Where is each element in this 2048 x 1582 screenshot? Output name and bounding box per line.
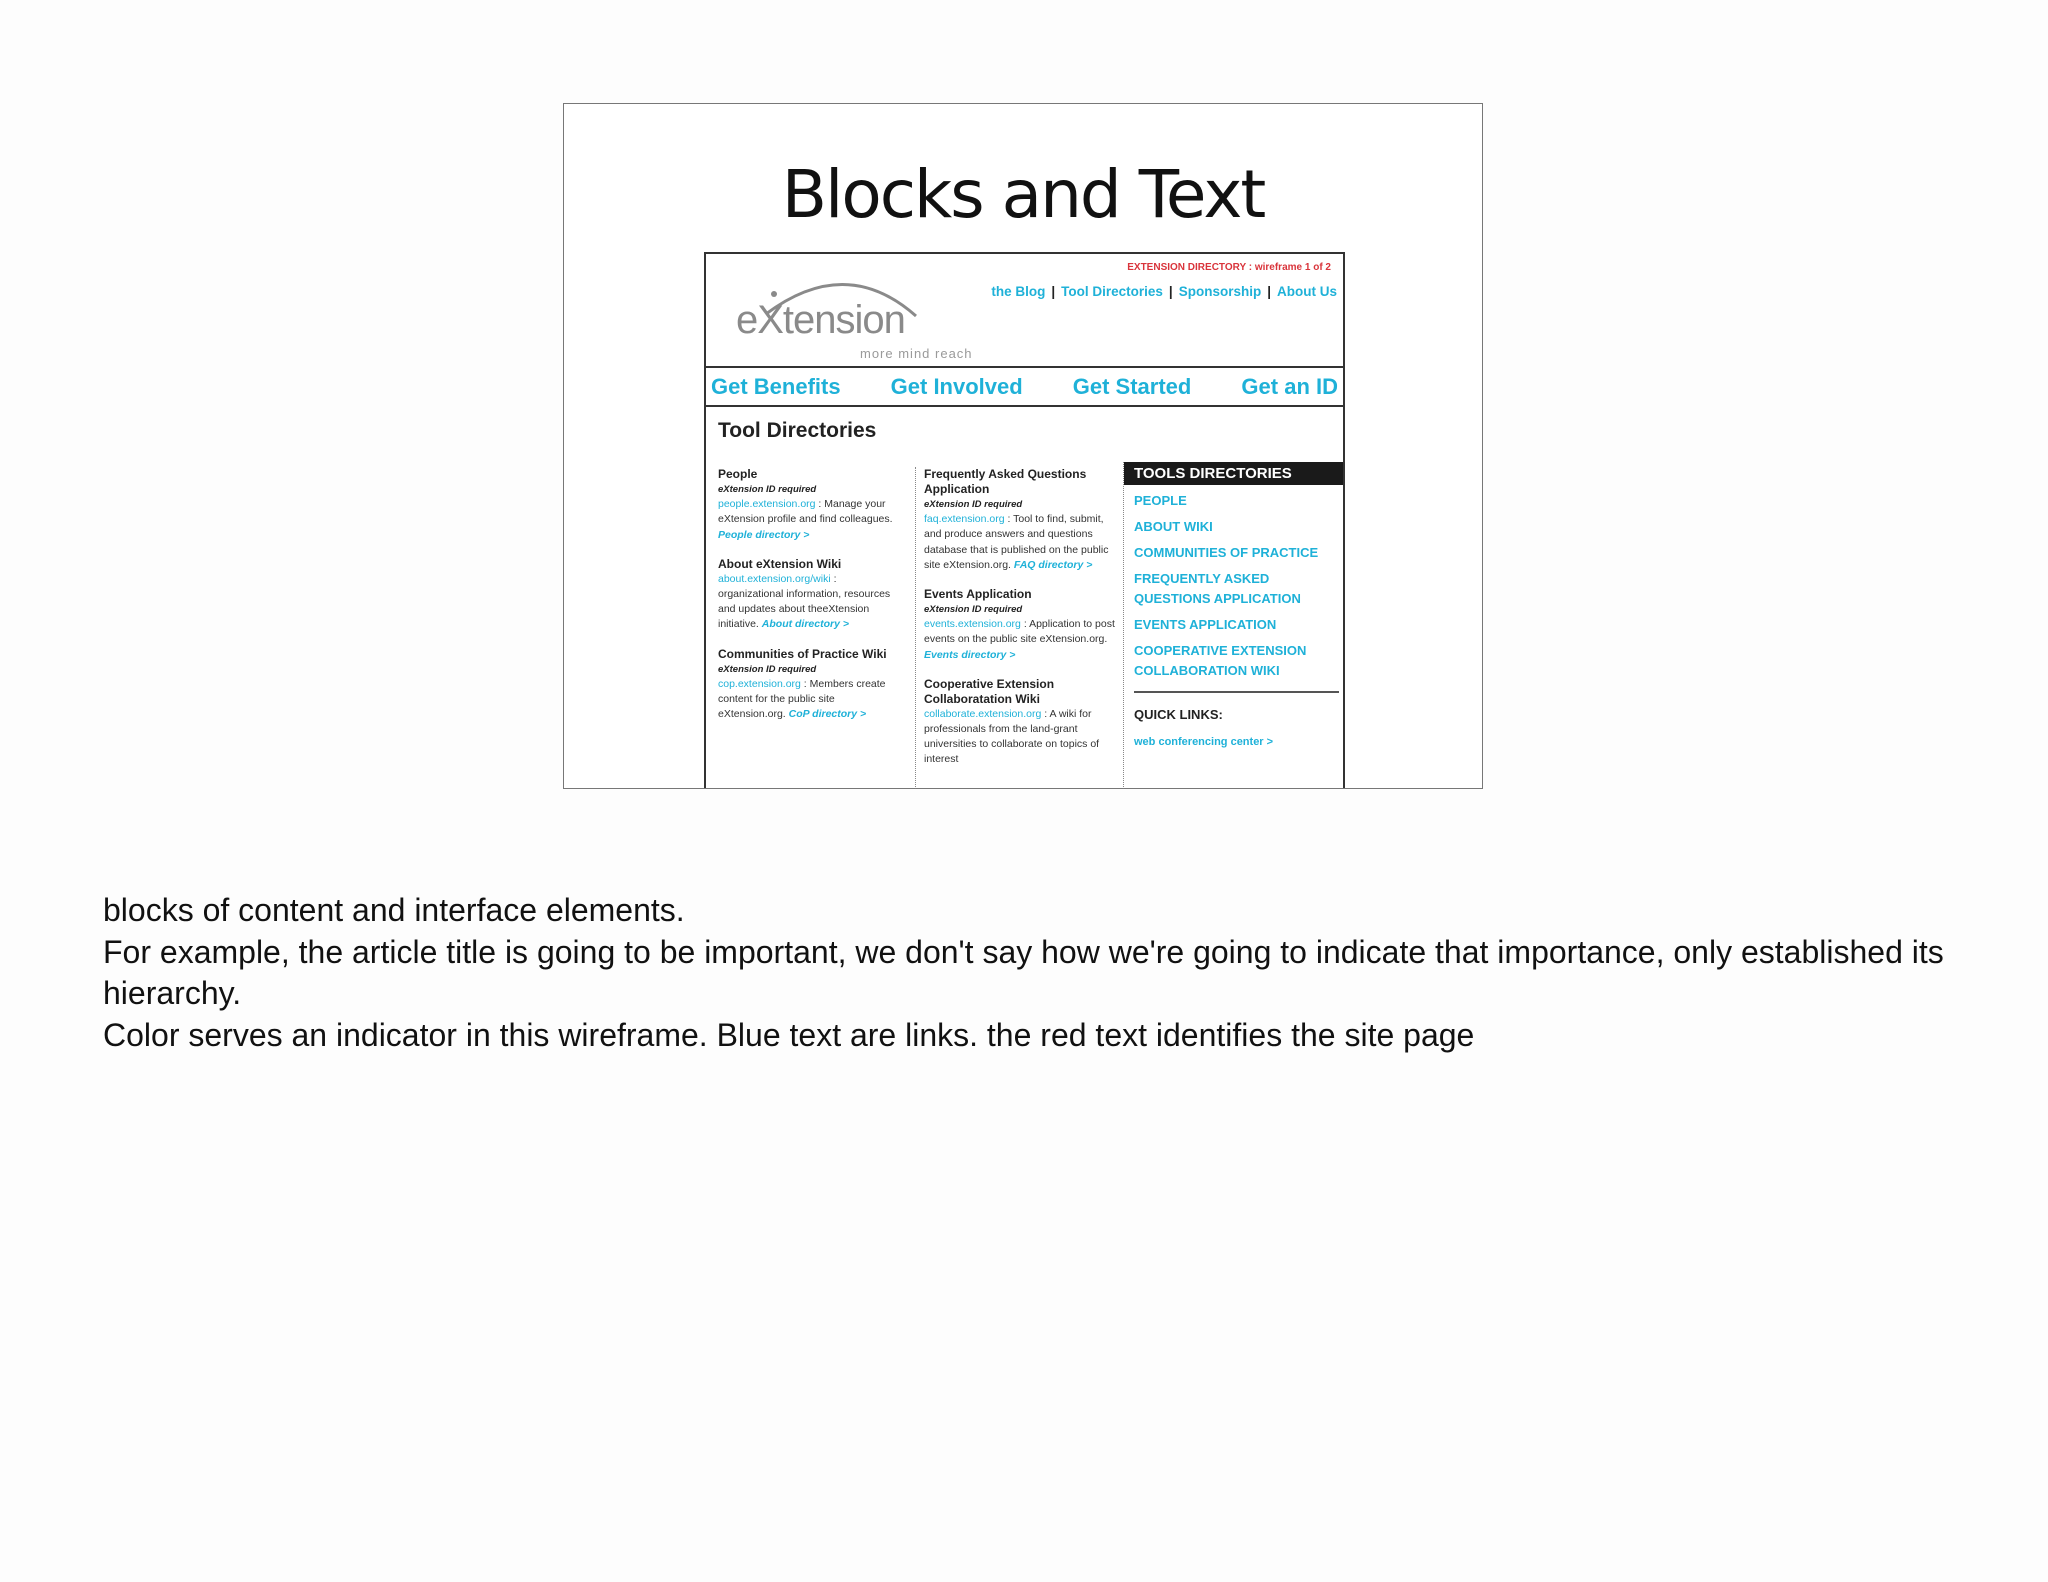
entry-title: Cooperative Extension Collaboratation Wiki [924, 676, 1055, 706]
directory-column-1 [718, 467, 904, 736]
entry-requirement: eXtension ID required [718, 484, 817, 495]
entry-text: : organizational information, resources and updates about theeXtension initiative. [718, 572, 891, 631]
sidebar-item-about-wiki[interactable]: ABOUT WIKI [1134, 519, 1213, 534]
quick-link-web-conferencing[interactable]: web conferencing center > [1134, 736, 1274, 748]
nav-get-involved[interactable]: Get Involved [890, 373, 1023, 399]
entry-url[interactable]: collaborate.extension.org [924, 707, 1042, 720]
utility-nav: the Blog | Tool Directories | Sponsorship | About Us [991, 284, 1337, 299]
util-link-tool-directories[interactable]: Tool Directories [1061, 284, 1163, 299]
entry-text: : Members create content for the public site eXtension.org. [718, 677, 886, 721]
entry-url[interactable]: cop.extension.org [718, 677, 801, 690]
wireframe-body [706, 407, 1343, 789]
entry-text: : Application to post events on the public site eXtension.org. [924, 618, 1115, 646]
entry-directory-link[interactable]: CoP directory > [788, 708, 867, 721]
sidebar-item-events[interactable]: EVENTS APPLICATION [1134, 617, 1277, 632]
entry-url[interactable]: people.extension.org [718, 498, 816, 511]
util-link-about-us[interactable]: About Us [1277, 284, 1337, 299]
directory-entry [924, 677, 1119, 768]
entry-title: About eXtension Wiki [718, 556, 842, 571]
entry-url[interactable]: faq.extension.org [924, 513, 1005, 526]
entry-requirement: eXtension ID required [924, 499, 1023, 510]
slide-frame [563, 103, 1483, 789]
directory-entry [718, 647, 904, 723]
directory-entry [718, 557, 904, 633]
sidebar-item-communities[interactable]: COMMUNITIES OF PRACTICE [1134, 545, 1319, 560]
wireframe-image [704, 252, 1345, 789]
entry-title: Frequently Asked Questions Application [924, 467, 1087, 496]
entry-directory-link[interactable]: People directory > [718, 528, 810, 541]
directory-entry [718, 467, 904, 543]
entry-text: : Manage your eXtension profile and find colleagues. [718, 498, 893, 526]
sidebar-item-collaboration-wiki[interactable]: COOPERATIVE EXTENSION COLLABORATION WIKI [1134, 643, 1307, 678]
entry-requirement: eXtension ID required [718, 663, 817, 675]
page-heading: Tool Directories [718, 419, 877, 442]
wireframe-header [706, 254, 1343, 368]
entry-url[interactable]: about.extension.org/wiki [718, 572, 831, 585]
entry-requirement: eXtension ID required [924, 604, 1023, 616]
nav-get-benefits[interactable]: Get Benefits [711, 373, 841, 399]
util-link-sponsorship[interactable]: Sponsorship [1178, 284, 1262, 299]
logo-word: eXtension [736, 298, 905, 342]
sidebar-item-people[interactable]: PEOPLE [1134, 493, 1187, 508]
entry-directory-link[interactable]: FAQ directory > [1013, 558, 1093, 571]
page-identifier-tag: EXTENSION DIRECTORY : wireframe 1 of 2 [1127, 262, 1331, 273]
logo-tagline: more mind reach [860, 346, 973, 361]
entry-directory-link[interactable]: Events directory > [924, 648, 1016, 661]
directory-entry [924, 467, 1119, 573]
sidebar-item-faq[interactable]: FREQUENTLY ASKED QUESTIONS APPLICATION [1134, 571, 1301, 606]
note-line: blocks of content and interface elements. [103, 892, 685, 928]
entry-text: : Tool to find, submit, and produce answers and questions database that is published on the public site eXtension.org. [924, 513, 1109, 571]
entry-directory-link[interactable]: About directory > [761, 618, 850, 631]
entry-title: Communities of Practice Wiki [718, 646, 887, 661]
nav-get-started[interactable]: Get Started [1072, 373, 1192, 399]
entry-title: Events Application [924, 587, 1032, 602]
entry-text: : A wiki for professionals from the land-grant universities to collaborate on topics of interest [924, 707, 1100, 766]
presenter-notes [103, 890, 1963, 1056]
directory-entry [924, 587, 1119, 663]
sidebar-heading: TOOLS DIRECTORIES [1124, 462, 1345, 485]
tools-directories-sidebar [1123, 462, 1345, 789]
main-nav [706, 368, 1343, 407]
extension-logo [736, 264, 996, 364]
util-link-blog[interactable]: the Blog [991, 284, 1046, 299]
sidebar-divider [1134, 691, 1339, 693]
directory-column-2 [915, 467, 1119, 789]
entry-url[interactable]: events.extension.org [924, 618, 1021, 631]
slide-title: Blocks and Text [781, 156, 1265, 233]
note-line: Color serves an indicator in this wireframe. Blue text are links. the red text identifies the site page [103, 1016, 1475, 1053]
quick-links-label: QUICK LINKS: [1134, 707, 1223, 722]
entry-title: People [718, 467, 758, 481]
note-line: For example, the article title is going to be important, we don't say how we're going to indicate that importance, only established its hierarchy. [103, 933, 1944, 1011]
nav-get-an-id[interactable]: Get an ID [1241, 373, 1338, 399]
